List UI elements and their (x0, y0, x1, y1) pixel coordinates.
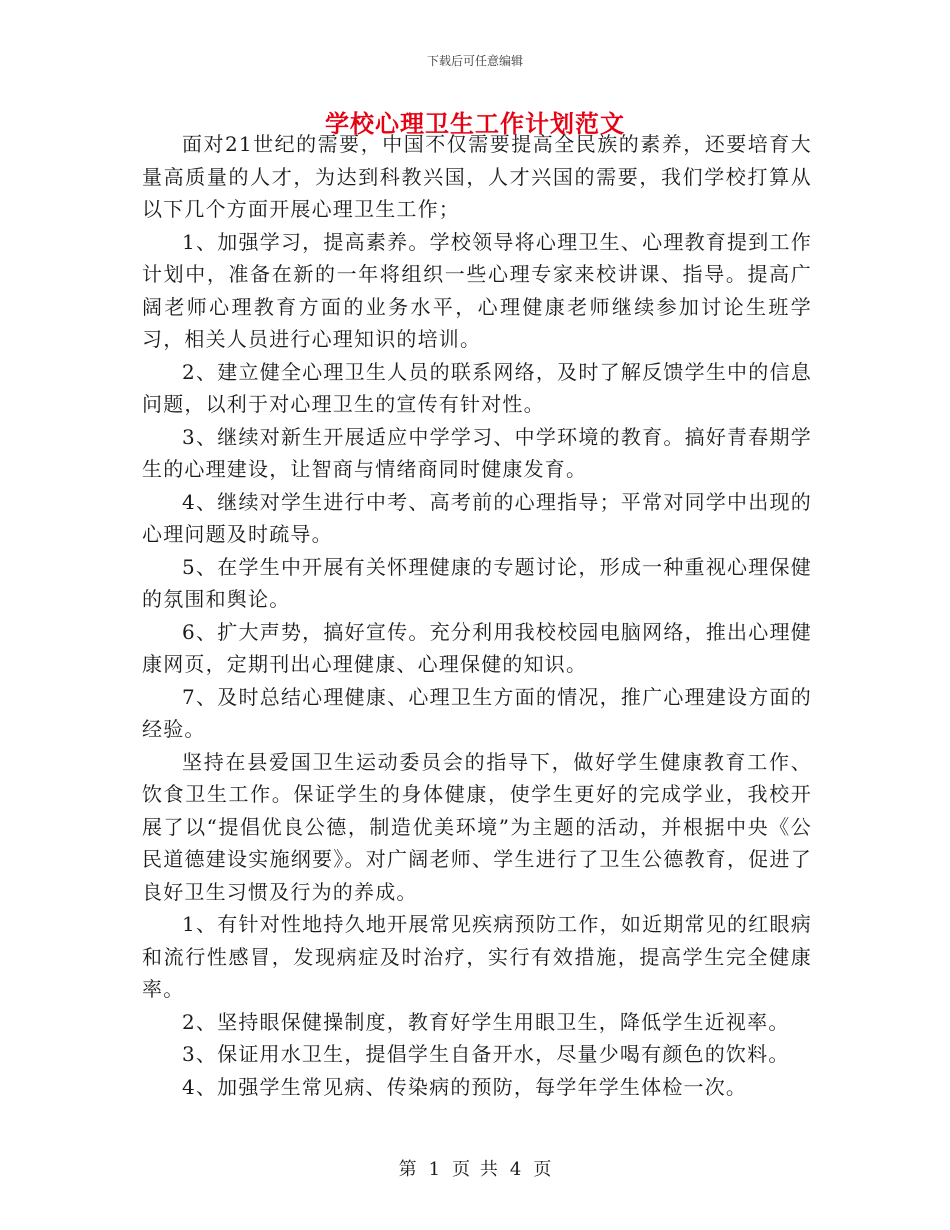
paragraph-health-item-1: 1、有针对性地持久地开展常见疾病预防工作，如近期常见的红眼病和流行性感冒，发现病症及时治疗，实行有效措施，提高学生完全健康率。 (142, 912, 812, 1001)
paragraph-item-2: 2、建立健全心理卫生人员的联系网络，及时了解反馈学生中的信息问题，以利于对心理卫生的宣传有针对性。 (142, 359, 812, 416)
paragraph-health-item-3: 3、保证用水卫生，提倡学生自备开水，尽量少喝有颜色的饮料。 (182, 1042, 790, 1066)
paragraph-item-3: 3、继续对新生开展适应中学学习、中学环境的教育。搞好青春期学生的心理建设，让智商与情绪商同时健康发育。 (142, 424, 812, 481)
paragraph-health-item-4: 4、加强学生常见病、传染病的预防，每学年学生体检一次。 (182, 1074, 748, 1099)
paragraph-health-item-2: 2、坚持眼保健操制度，教育好学生用眼卫生，降低学生近视率。 (182, 1009, 790, 1034)
document-body (142, 128, 812, 1103)
paragraph-item-7: 7、及时总结心理健康、心理卫生方面的情况，推广心理建设方面的经验。 (142, 684, 812, 741)
footer-page-suffix: 页 (533, 1159, 552, 1180)
document-title: 学校心理卫生工作计划范文 (325, 109, 625, 138)
footer-page-prefix: 第 (398, 1159, 417, 1180)
paragraph-item-4: 4、继续对学生进行中考、高考前的心理指导；平常对同学中出现的心理问题及时疏导。 (142, 489, 812, 546)
footer-page-total: 4 (509, 1159, 522, 1180)
paragraph-intro: 面对21世纪的需要，中国不仅需要提高全民族的素养，还要培育大量高质量的人才，为达到科教兴国，人才兴国的需要，我们学校打算从以下几个方面开展心理卫生工作； (142, 132, 812, 221)
paragraph-item-5: 5、在学生中开展有关怀理健康的专题讨论，形成一种重视心理保健的氛围和舆论。 (142, 554, 812, 611)
paragraph-item-1: 1、加强学习，提高素养。学校领导将心理卫生、心理教育提到工作计划中，准备在新的一年将组织一些心理专家来校讲课、指导。提高广阔老师心理教育方面的业务水平，心理健康老师继续参加讨论生班学习，相关人员进行心理知识的培训。 (142, 229, 812, 351)
paragraph-health-intro: 坚持在县爱国卫生运动委员会的指导下，做好学生健康教育工作、饮食卫生工作。保证学生的身体健康，使学生更好的完成学业，我校开展了以“提倡优良公德，制造优美环境”为主题的活动，并根据中央《公民道德建设实施纲要》。对广阔老师、学生进行了卫生公德教育，促进了良好卫生习惯及行为的养成。 (142, 749, 812, 904)
header-note: 下载后可任意编辑 (426, 54, 523, 68)
footer-page-current: 1 (428, 1159, 441, 1180)
paragraph-item-6: 6、扩大声势，搞好宣传。充分利用我校校园电脑网络，推出心理健康网页，定期刊出心理健康、心理保健的知识。 (142, 619, 812, 676)
footer-page-mid: 页 共 (452, 1159, 498, 1180)
page-footer (0, 1155, 950, 1181)
